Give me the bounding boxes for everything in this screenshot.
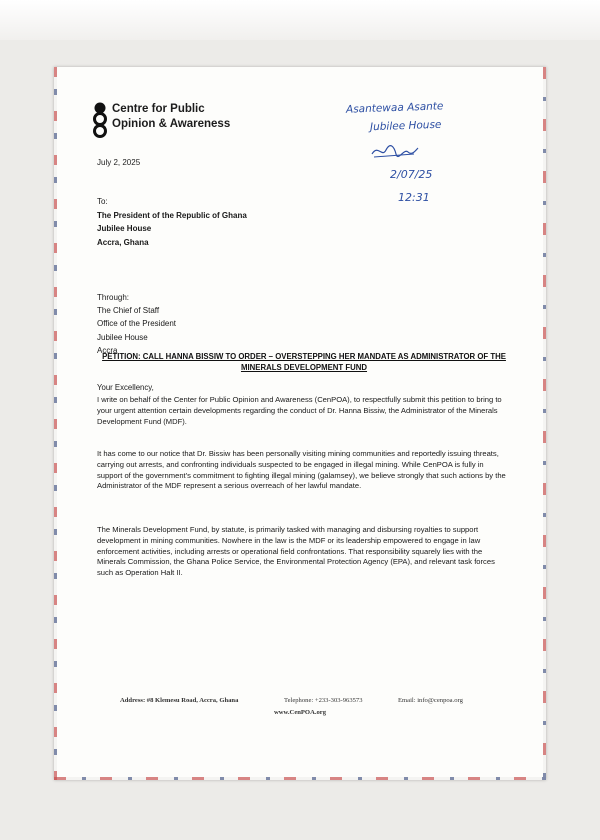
- body-paragraph: It has come to our notice that Dr. Bissiw has been personally visiting mining communities and reportedly issuing threats, carrying out arrests, and confronting individuals suspected to be engaged in illegal mining. While CenPOA is fully in support of the government's commitment to fighting illegal mining (galamsey), we believe strongly that such actions by the Administrator of the MDF represent a serious overreach of her lawful mandate.: [97, 449, 506, 491]
- through-label: Through:: [97, 293, 130, 302]
- airmail-border-left: [54, 67, 57, 780]
- salutation: Your Excellency,: [97, 383, 154, 392]
- through-line: Jubilee House: [97, 332, 148, 342]
- footer-email: Email: info@cenpoa.org: [398, 697, 463, 704]
- footer-address: Address: #8 Klemesu Road, Accra, Ghana: [120, 697, 239, 704]
- handwritten-location: Jubilee House: [369, 118, 442, 134]
- org-name-line2: Opinion & Awareness: [112, 118, 231, 130]
- petition-title: PETITION: CALL HANNA BISSIW TO ORDER – OVERSTEPPING HER MANDATE AS ADMINISTRATOR OF THE MINERALS DEVELOPMENT FUND: [102, 352, 506, 372]
- airmail-border-bottom: [54, 777, 546, 780]
- org-name-line1: Centre for Public: [112, 103, 205, 115]
- cenpoa-logo: [92, 100, 292, 140]
- through-block: [97, 291, 176, 357]
- handwritten-received-by: Asantewaa Asante: [345, 100, 444, 116]
- through-line: Accra: [97, 345, 118, 355]
- letter-page: [54, 67, 546, 780]
- footer-telephone: Telephone: +233-303-963573: [284, 697, 363, 704]
- footer-website: www.CenPOA.org: [273, 709, 326, 716]
- handwritten-signature: [370, 142, 420, 162]
- body-paragraph: I write on behalf of the Center for Public Opinion and Awareness (CenPOA), to respectfully submit this petition to bring to your urgent attention certain developments regarding the conduct of Dr. Hanna Bissiw, the Administrator of the Minerals Development Fund (MDF).: [97, 395, 502, 426]
- recipient-line: Accra, Ghana: [97, 237, 149, 247]
- recipient-line: The President of the Republic of Ghana: [97, 210, 247, 220]
- body-paragraph: The Minerals Development Fund, by statute, is primarily tasked with managing and disbursing royalties to support development in mining communities. Nowhere in the law is the MDF or its leadership empowered to engage in law enforcement activities, including arrests or operational field confrontations. That responsibility squarely lies with the Minerals Commission, the Ghana Police Service, the Environmental Protection Agency (EPA), and relevant task forces such as Operation Halt II.: [97, 525, 495, 578]
- letter-date: July 2, 2025: [97, 158, 141, 167]
- recipient-block: [97, 195, 247, 249]
- cenpoa-logo-icon: [92, 102, 108, 138]
- to-label: To:: [97, 197, 108, 206]
- recipient-line: Jubilee House: [97, 224, 152, 233]
- through-line: Office of the President: [97, 319, 177, 329]
- airmail-border-right: [543, 67, 546, 780]
- handwritten-date: 2/07/25: [390, 168, 433, 181]
- through-line: The Chief of Staff: [97, 306, 160, 316]
- scan-background: [0, 0, 600, 40]
- handwritten-time: 12:31: [398, 191, 430, 204]
